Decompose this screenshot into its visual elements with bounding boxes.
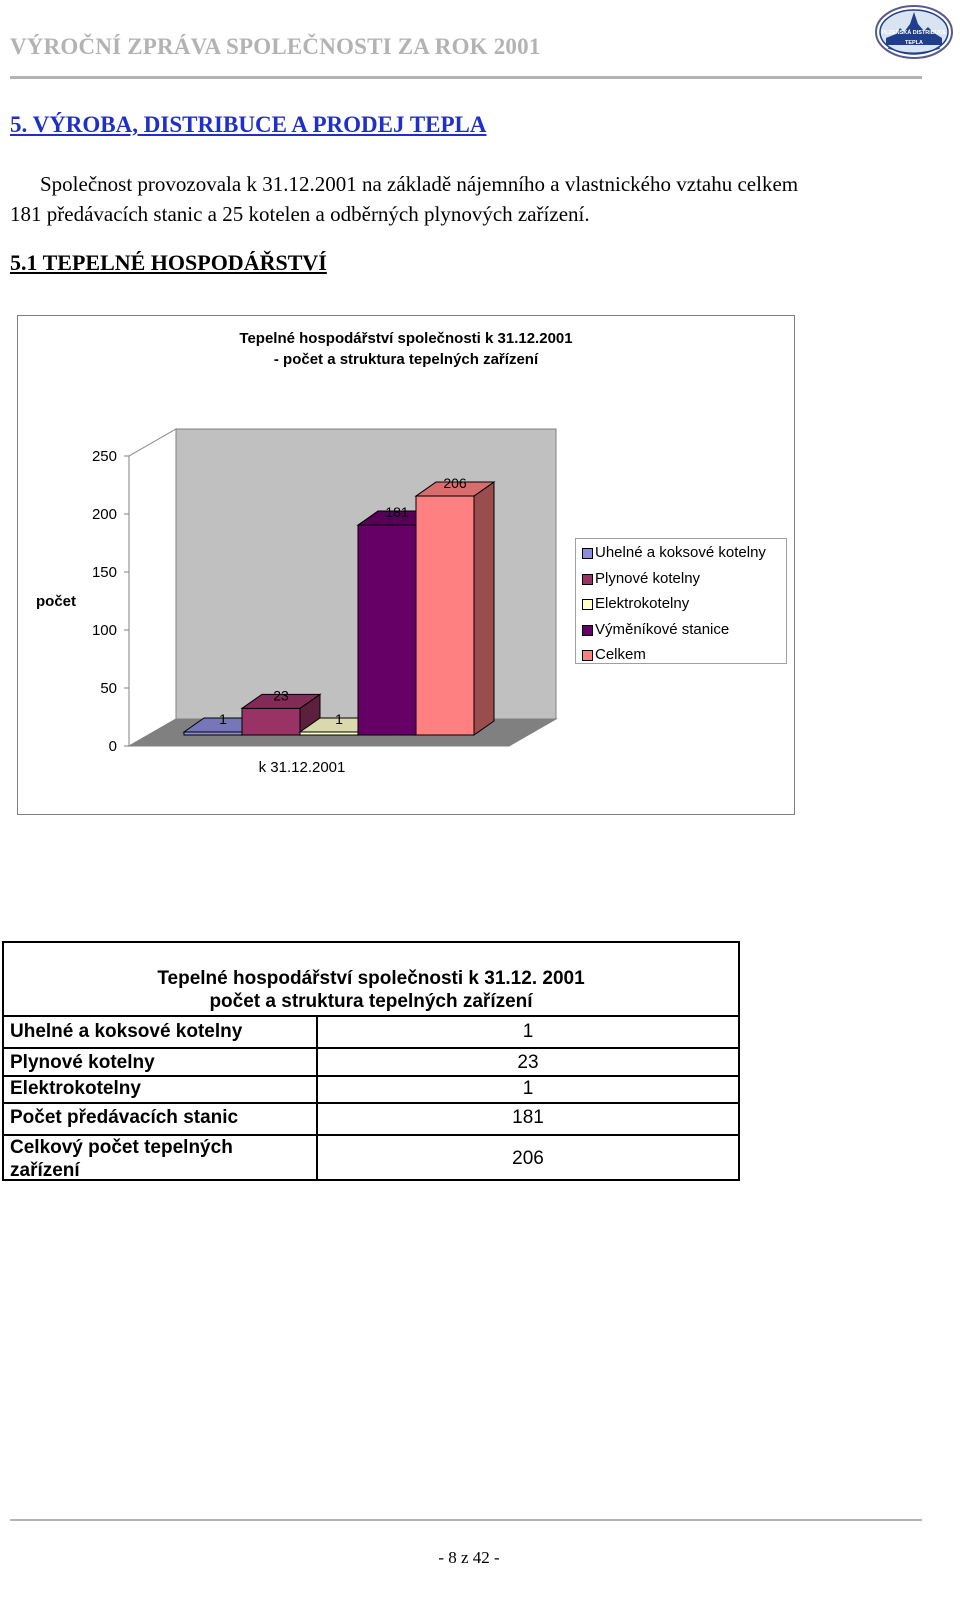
chart-bar <box>416 496 474 735</box>
header-divider <box>10 76 922 79</box>
logo-text-line1: PLZEŇSKÁ DISTRIBUCE <box>881 30 947 36</box>
intro-line-1: Společnost provozovala k 31.12.2001 na základě nájemního a vlastnického vztahu celkem <box>40 172 799 196</box>
legend-swatch <box>582 574 593 585</box>
table-caption <box>4 967 738 1013</box>
table-row-value: 1 <box>522 1078 534 1099</box>
chart-data-label: 181 <box>385 504 409 521</box>
legend-label: Uhelné a koksové kotelny <box>595 544 766 561</box>
bar-chart-3d <box>17 315 795 815</box>
chart-bar <box>242 708 300 735</box>
table-row <box>4 1134 738 1179</box>
legend-swatch <box>582 599 593 610</box>
footer-divider <box>10 1519 922 1521</box>
legend-swatch <box>582 625 593 636</box>
table-row-label: Počet předávacích stanic <box>10 1107 239 1128</box>
chart-data-label: 206 <box>443 475 467 492</box>
legend-swatch <box>582 650 593 661</box>
chart-y-tick-label: 250 <box>91 448 117 465</box>
chart-data-label: 1 <box>335 711 343 727</box>
chart-y-tick-label: 50 <box>100 680 117 697</box>
table-row <box>4 1015 738 1047</box>
table-caption-line1: Tepelné hospodářství společnosti k 31.12. 2001 <box>157 968 585 989</box>
table-row <box>4 1102 738 1134</box>
legend-swatch <box>582 548 593 559</box>
chart-y-tick-label: 100 <box>91 622 117 639</box>
table-row-value: 1 <box>522 1021 534 1042</box>
intro-paragraph <box>10 169 940 229</box>
legend-label: Plynové kotelny <box>595 569 701 587</box>
legend-label: Výměníkové stanice <box>595 620 730 638</box>
table-row <box>4 1075 738 1102</box>
chart-y-tick-label: 150 <box>91 564 117 581</box>
chart-side-wall <box>129 429 176 746</box>
page-number: - 8 z 42 - <box>438 1548 500 1567</box>
table-row-label: Elektrokotelny <box>10 1078 141 1099</box>
chart-legend <box>575 538 787 664</box>
table-row-value: 181 <box>512 1107 544 1128</box>
table-row-value: 23 <box>517 1052 539 1073</box>
chart-y-axis-label: počet <box>36 593 77 610</box>
table-row <box>4 1047 738 1075</box>
section-heading: 5. VÝROBA, DISTRIBUCE A PRODEJ TEPLA <box>10 112 487 137</box>
company-logo-icon <box>874 4 954 60</box>
table-caption-line2: počet a struktura tepelných zařízení <box>209 991 533 1012</box>
chart-bar-side <box>474 482 494 735</box>
chart-y-tick-label: 0 <box>108 738 117 755</box>
chart-category-label: k 31.12.2001 <box>258 759 346 776</box>
summary-table <box>2 941 740 1181</box>
document-header-title: VÝROČNÍ ZPRÁVA SPOLEČNOSTI ZA ROK 2001 <box>10 34 541 59</box>
intro-line-2: 181 předávacích stanic a 25 kotelen a odběrných plynových zařízení. <box>10 202 590 226</box>
chart-data-label: 23 <box>273 687 289 704</box>
table-row-label: Celkový počet tepelných zařízení <box>10 1137 233 1181</box>
subsection-heading: 5.1 TEPELNÉ HOSPODÁŘSTVÍ <box>10 250 327 275</box>
chart-data-label: 1 <box>219 711 227 727</box>
table-row-value: 206 <box>512 1148 544 1169</box>
chart-y-tick-label: 200 <box>91 506 117 523</box>
chart-title-line1: Tepelné hospodářství společnosti k 31.12.2001 <box>239 330 573 347</box>
legend-label: Elektrokotelny <box>595 595 690 612</box>
table-row-label: Uhelné a koksové kotelny <box>10 1021 243 1042</box>
chart-title-line2: - počet a struktura tepelných zařízení <box>273 351 539 368</box>
table-row-label: Plynové kotelny <box>10 1052 155 1073</box>
chart-bar <box>358 525 416 735</box>
legend-label: Celkem <box>595 646 646 663</box>
logo-text-line2: TEPLA <box>904 40 924 46</box>
